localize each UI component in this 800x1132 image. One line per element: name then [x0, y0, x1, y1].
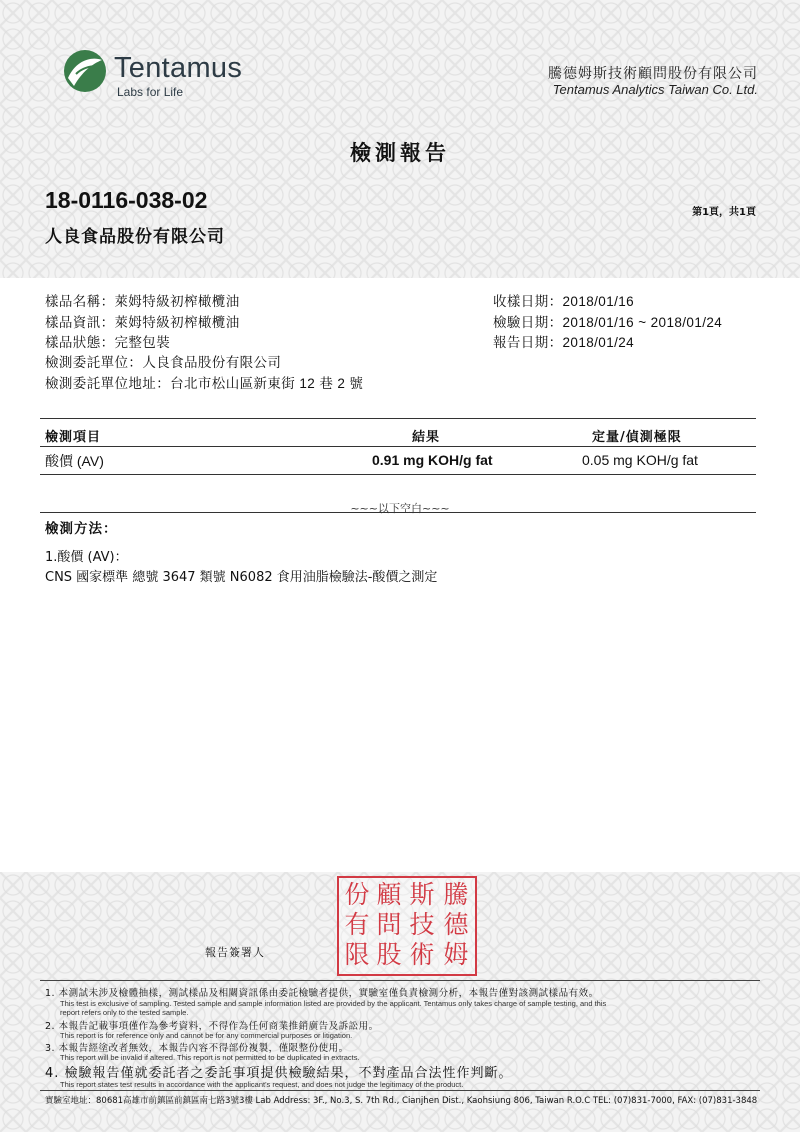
- note-en: This report will be invalid if altered. This report is not permitted to be duplicated in extracts.: [60, 1053, 360, 1062]
- sample-info-row: [45, 372, 363, 392]
- note-en: This report states test results in accordance with the applicant's request, and does not judge the legitimacy of the product.: [60, 1080, 464, 1089]
- col-header-item: 檢測項目: [45, 430, 102, 445]
- end-of-results-marker: ~~~以下空白~~~: [350, 502, 450, 515]
- info-label: 樣品名稱：: [45, 294, 115, 310]
- logo-tagline: Labs for Life: [117, 85, 184, 99]
- info-label: 檢測委託單位地址：: [45, 376, 171, 392]
- info-value: 台北市松山區新東街 12 巷 2 號: [170, 376, 364, 391]
- client-name: 人良食品股份有限公司: [45, 227, 225, 247]
- col-header-result: 結果: [412, 430, 441, 445]
- info-value: 完整包裝: [114, 335, 171, 350]
- detection-limit: 0.05 mg KOH/g fat: [582, 452, 698, 468]
- report-signer-label: 報告簽署人: [205, 946, 265, 959]
- info-value: 萊姆特級初榨橄欖油: [114, 294, 240, 309]
- table-top-rule: [40, 418, 756, 419]
- date-info-row: [493, 311, 722, 331]
- page-info: 第1頁，共1頁: [692, 207, 756, 218]
- result-item: 酸價 (AV): [45, 453, 104, 469]
- info-label: 報告日期：: [493, 335, 563, 351]
- logo-name: Tentamus: [114, 52, 243, 84]
- info-value: 2018/01/16 ~ 2018/01/24: [562, 315, 723, 330]
- notes-bottom-rule: [40, 1090, 760, 1091]
- note-zh: 3. 本報告經塗改者無效，本報告內容不得部份複製，僅限整份使用。: [45, 1043, 349, 1054]
- table-header-rule: [40, 446, 756, 447]
- sample-info-row: [45, 290, 240, 310]
- company-name-en: Tentamus Analytics Taiwan Co. Ltd.: [552, 82, 758, 97]
- tentamus-logo: [62, 48, 252, 108]
- notes-top-rule: [40, 980, 760, 981]
- table-row-rule: [40, 474, 756, 475]
- document-title: 檢測報告: [350, 141, 450, 165]
- note-zh: 4. 檢驗報告僅就委託者之委託事項提供檢驗結果，不對產品合法性作判斷。: [45, 1066, 513, 1081]
- leaf-logo-icon: [62, 48, 108, 94]
- info-value: 2018/01/24: [562, 335, 635, 350]
- date-info-row: [493, 290, 634, 310]
- sample-info-row: [45, 351, 281, 371]
- note-en: This report is for reference only and cannot be for any commercial purposes or litigation.: [60, 1031, 353, 1040]
- sample-info-row: [45, 311, 240, 331]
- col-header-limit: 定量/偵測極限: [592, 430, 682, 445]
- info-label: 檢測委託單位：: [45, 355, 143, 371]
- table-bottom-rule: [40, 512, 756, 513]
- report-number: 18-0116-038-02: [45, 187, 208, 213]
- company-seal-stamp: 騰 德 姆 斯 技 術 顧 問 股 份 有 限: [337, 876, 477, 976]
- info-label: 收樣日期：: [493, 294, 563, 310]
- date-info-row: [493, 331, 634, 351]
- note-en: report refers only to the tested sample.: [60, 1008, 189, 1017]
- result-value: 0.91 mg KOH/g fat: [372, 452, 493, 468]
- sample-info-row: [45, 331, 170, 351]
- method-line: CNS 國家標準 總號 3647 類號 N6082 食用油脂檢驗法-酸價之測定: [45, 570, 438, 585]
- info-value: 人良食品股份有限公司: [142, 355, 282, 370]
- company-name-zh: 騰德姆斯技術顧問股份有限公司: [548, 66, 758, 82]
- info-label: 樣品資訊：: [45, 315, 115, 331]
- info-value: 萊姆特級初榨橄欖油: [114, 315, 240, 330]
- info-label: 樣品狀態：: [45, 335, 115, 351]
- method-line: 1.酸價 (AV)：: [45, 550, 128, 565]
- note-en: This test is exclusive of sampling. Tested sample and sample information listed are provided by the applicant. Tentamus only takes charge of sample testing, and this: [60, 999, 607, 1008]
- note-zh: 2. 本報告記載事項僅作為參考資料，不得作為任何商業推銷廣告及訴訟用。: [45, 1021, 379, 1032]
- lab-address: 實驗室地址：80681高雄市前鎮區前鎮區南七路3號3樓 Lab Address: 3F., No.3, S. 7th Rd., Cianjhen Dist., Kaohsiung 806, Taiwan R.O.C TEL: (07)831-7000, FAX: (07)831-3848: [45, 1096, 758, 1106]
- info-value: 2018/01/16: [562, 294, 635, 309]
- methods-title: 檢測方法：: [45, 521, 118, 537]
- info-label: 檢驗日期：: [493, 315, 563, 331]
- note-zh: 1. 本測試未涉及檢體抽樣，測試樣品及相關資訊係由委託檢驗者提供，實驗室僅負責檢測分析，本報告僅對該測試樣品有效。: [45, 988, 599, 999]
